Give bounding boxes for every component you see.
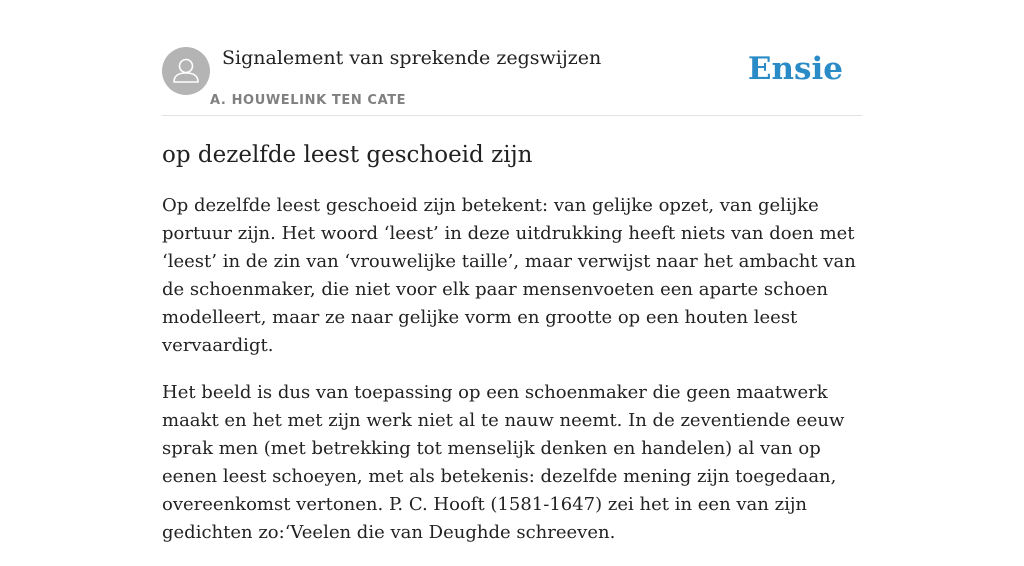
paragraph: Het beeld is dus van toepassing op een schoenmaker die geen maatwerk maakt en het met zijn werk niet al te nauw neemt. In de zeventiende eeuw sprak men (met betrekking tot menselijk denken en handelen) al van op eenen leest schoeyen, met als betekenis: dezelfde mening zijn toegedaan, overeenkomst vertonen. P. C. Hooft (1581-1647) zei het in een van zijn gedichten zo:‘Veelen die van Deughde schreeven. — [162, 382, 845, 543]
brand-logo[interactable]: Ensie — [747, 51, 843, 87]
header — [162, 0, 862, 116]
author-name[interactable]: A. HOUWELINK TEN CATE — [210, 93, 407, 108]
source-title[interactable]: Signalement van sprekende zegswijzen — [222, 47, 602, 69]
paragraph: Op dezelfde leest geschoeid zijn betekent: van gelijke opzet, van gelijke portuur zijn. Het woord ‘leest’ in deze uitdrukking heeft niets van doen met ‘leest’ in de zin van ‘vrouwelijke taille’, maar verwijst naar het ambacht van de schoenmaker, die niet voor elk paar mensenvoeten een aparte schoen modelleert, maar ze naar gelijke vorm en grootte op een houten leest vervaardigt. — [162, 195, 856, 356]
entry-title: op dezelfde leest geschoeid zijn — [162, 142, 533, 168]
user-icon — [162, 47, 210, 95]
entry-body — [162, 192, 862, 566]
author-avatar[interactable] — [162, 47, 210, 95]
page — [162, 0, 862, 543]
